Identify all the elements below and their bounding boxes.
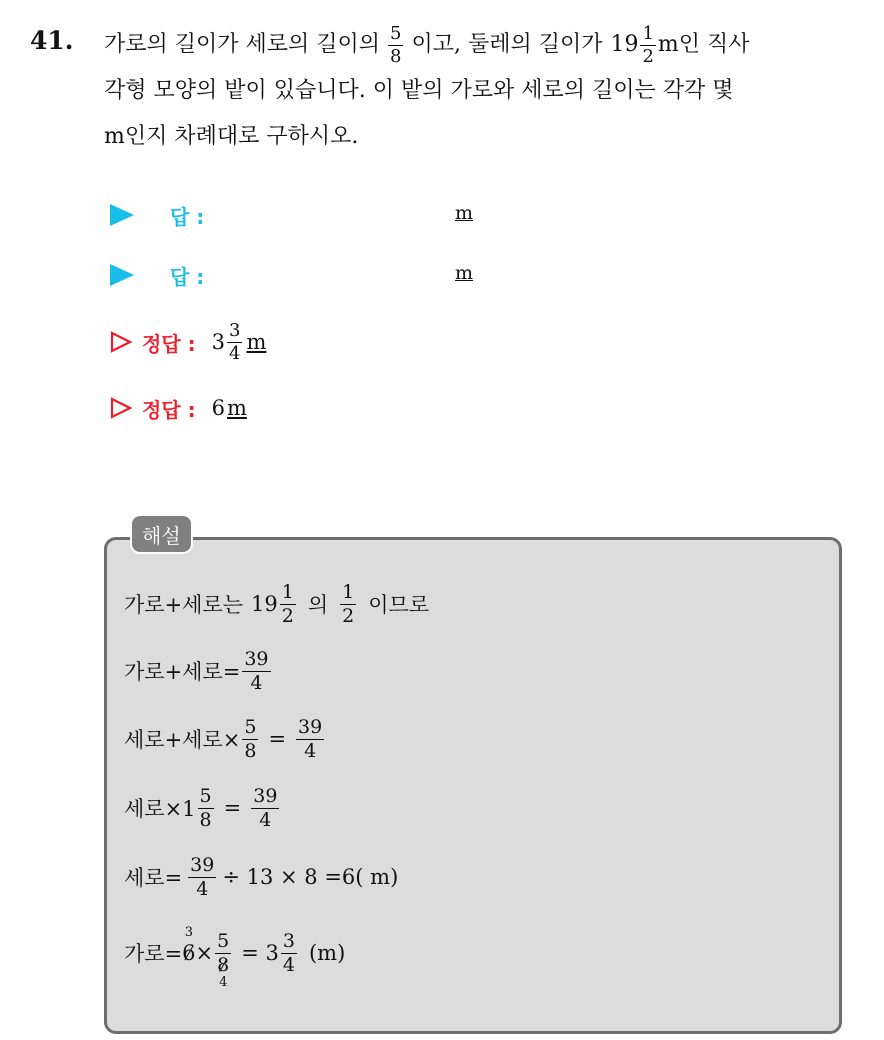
solution-tab: 해설: [130, 514, 193, 554]
mixed-whole: 19: [610, 32, 639, 57]
cancel-result: 3: [184, 925, 193, 940]
value: 6: [211, 396, 225, 420]
solution-text: 가로+세로=: [124, 660, 241, 684]
fraction-numerator: 5: [199, 784, 212, 807]
equals-sign: =: [268, 727, 287, 751]
correct-label: 정답 :: [142, 397, 196, 422]
equals-sign: =: [223, 796, 242, 820]
mixed-whole: 3: [211, 330, 225, 354]
fraction-denominator: 8: [390, 45, 402, 67]
fraction-denominator: 8: [199, 808, 212, 831]
fraction-numerator: 1: [281, 580, 294, 603]
question-line-1: [104, 22, 864, 68]
question-number: 41.: [30, 26, 74, 55]
fraction: [215, 929, 231, 990]
answer-row: [110, 195, 474, 235]
fraction-denominator: 2: [642, 45, 654, 67]
mixed-whole: 19: [251, 592, 278, 616]
outline-triangle-icon: [110, 331, 132, 353]
fraction: [340, 580, 356, 627]
fraction-denominator: 4: [259, 808, 272, 831]
fraction: [198, 784, 214, 831]
correct-label: 정답 :: [142, 331, 196, 356]
fraction-denominator: 4: [228, 342, 241, 364]
solution-text: 가로+세로는: [124, 593, 244, 617]
fraction-denominator: 4: [250, 671, 263, 694]
answer-unit[interactable]: m: [455, 202, 474, 224]
fraction-numerator: 1: [342, 580, 355, 603]
solution-text: 이므로: [368, 593, 430, 617]
solution-text: 가로=: [124, 942, 183, 966]
question-line-2: 각형 모양의 밭이 있습니다. 이 밭의 가로와 세로의 길이는 각각 몇: [104, 78, 734, 103]
unit: (m): [308, 941, 346, 965]
fraction-numerator: 39: [244, 647, 269, 670]
fraction-denominator: 4: [196, 877, 209, 900]
solution-line-3: [124, 707, 326, 771]
correct-value: [211, 319, 267, 364]
solution-text: 세로×1: [124, 797, 196, 821]
question-text: [104, 22, 864, 160]
fraction-denominator: 4: [304, 739, 317, 762]
fraction-denominator: [215, 953, 231, 990]
solution-line-5: [124, 845, 398, 909]
solution-line-2: [124, 639, 273, 703]
correct-answer-row: [110, 318, 266, 366]
correct-value: [212, 396, 247, 420]
fraction-numerator: 39: [253, 784, 278, 807]
fraction-numerator: 3: [282, 929, 295, 952]
solution-text: ÷ 13 × 8 =6( m): [222, 865, 399, 889]
solution-text: 세로+세로×: [124, 728, 241, 752]
cancelled-digit: 6: [182, 941, 196, 965]
play-triangle-icon: [110, 204, 134, 226]
answer-label: 답 :: [170, 204, 205, 229]
question-text-part: 이고, 둘레의 길이가: [411, 32, 603, 57]
fraction-denominator: 2: [342, 604, 355, 627]
fraction: [388, 22, 403, 67]
solution-line-4: [124, 776, 281, 840]
fraction: [188, 853, 216, 900]
fraction-numerator: 39: [190, 853, 215, 876]
times-sign: ×: [195, 941, 214, 965]
fraction-numerator: 1: [642, 22, 654, 44]
solution-text: = 3: [241, 941, 279, 965]
answer-unit[interactable]: m: [455, 262, 474, 284]
question-line-3: m인지 차례대로 구하시오.: [104, 124, 359, 149]
outline-triangle-icon: [110, 397, 132, 419]
cancel-result: 4: [219, 974, 228, 990]
fraction-numerator: 5: [390, 22, 402, 44]
solution-line-6: [124, 917, 345, 989]
fraction: [640, 22, 655, 67]
question-text-part: m인 직사: [657, 32, 750, 57]
fraction: [242, 715, 258, 762]
fraction: [280, 580, 296, 627]
fraction-denominator: 8: [244, 739, 257, 762]
fraction: [296, 715, 324, 762]
question-text-part: 가로의 길이가 세로의 길이의: [104, 32, 381, 57]
solution-text: 의: [307, 593, 329, 617]
fraction-numerator: 5: [217, 929, 230, 952]
cancelled-digit: 8: [217, 953, 230, 976]
unit: m: [226, 396, 247, 420]
fraction-numerator: 39: [298, 715, 323, 738]
fraction: [227, 319, 242, 364]
play-triangle-icon: [110, 264, 134, 286]
solution-text: 세로=: [124, 866, 183, 890]
fraction: [251, 784, 279, 831]
fraction: [242, 647, 270, 694]
answer-row: [110, 255, 474, 295]
answer-label: 답 :: [170, 264, 205, 289]
fraction-numerator: 5: [244, 715, 257, 738]
fraction-denominator: 2: [281, 604, 294, 627]
fraction-denominator: 4: [282, 953, 295, 976]
unit: m: [246, 330, 267, 354]
fraction-numerator: 3: [228, 319, 241, 341]
fraction: [281, 929, 297, 976]
solution-line-1: [124, 572, 429, 636]
correct-answer-row: [110, 388, 247, 428]
cancelled-number: [182, 925, 196, 965]
